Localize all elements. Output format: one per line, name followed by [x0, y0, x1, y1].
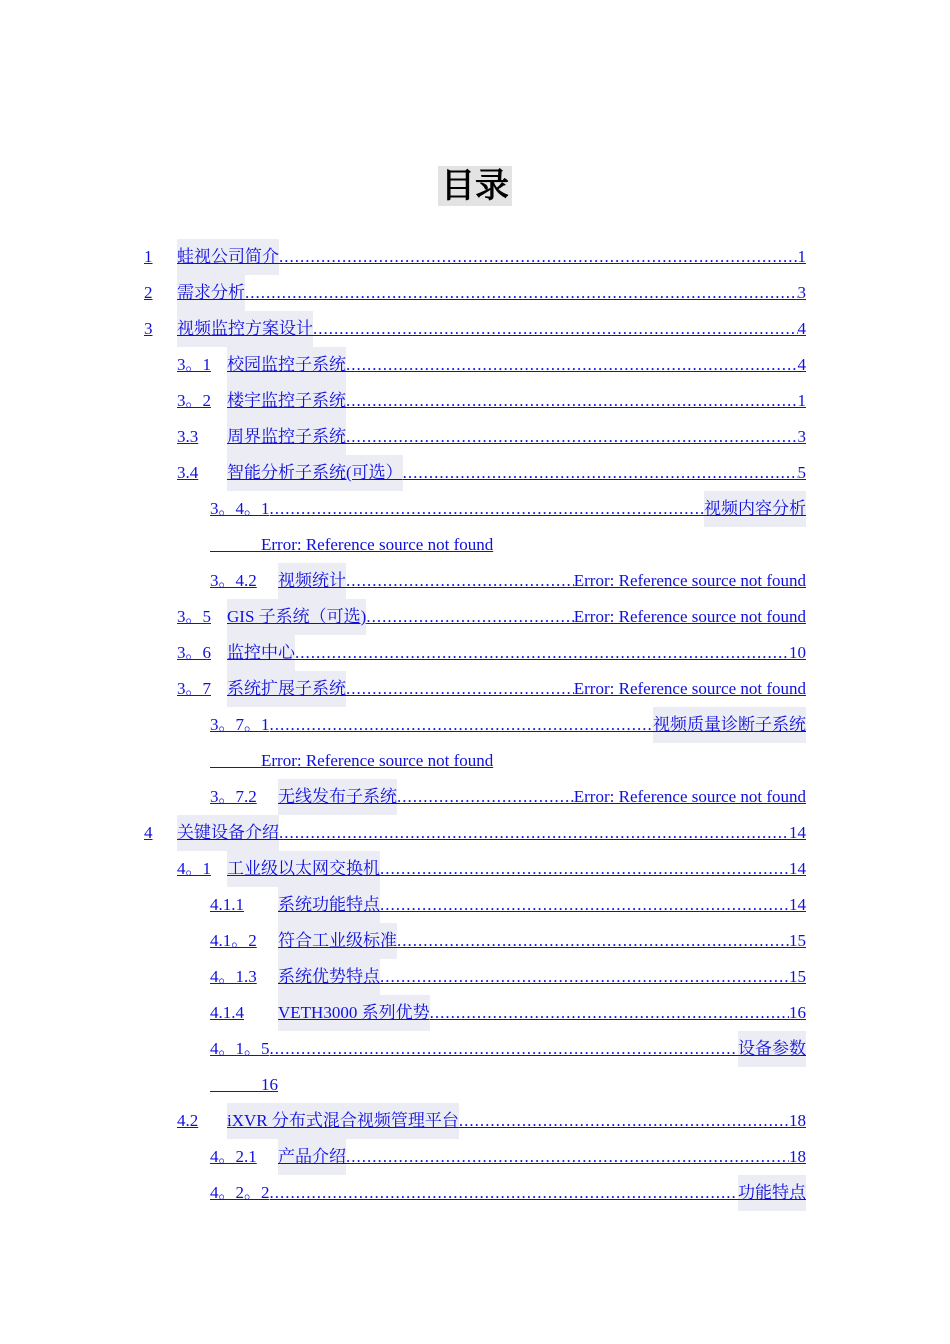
- toc-entry[interactable]: 4。2。2 ..... 功能特点: [210, 1175, 806, 1211]
- dot-leader: [295, 635, 789, 671]
- indent: [210, 751, 261, 770]
- dot-leader: [279, 239, 798, 275]
- page-number: 18: [789, 1147, 806, 1166]
- toc-entry[interactable]: 2 需求分析 ..... 3: [144, 275, 806, 311]
- dot-leader: [270, 707, 654, 743]
- dot-leader: [403, 455, 798, 491]
- page-number: 10: [789, 643, 806, 662]
- dot-leader: [380, 887, 789, 923]
- page-number: 16: [789, 1003, 806, 1022]
- toc-entry[interactable]: 3。7.2 无线发布子系统 ..... Error: Reference source not found: [210, 779, 806, 815]
- page-number: 功能特点: [738, 1175, 806, 1211]
- page-number: 设备参数: [738, 1031, 806, 1067]
- dot-leader: [245, 275, 798, 311]
- page-number: 14: [789, 859, 806, 878]
- page-number: 14: [789, 823, 806, 842]
- toc-entry[interactable]: 4.1。2 符合工业级标准 ..... 15: [210, 923, 806, 959]
- indent: [210, 1075, 261, 1094]
- table-of-contents: [0, 239, 950, 1211]
- page-number: 视频内容分析: [704, 491, 806, 527]
- toc-entry[interactable]: 3。7 系统扩展子系统 ..... Error: Reference source not found: [177, 671, 806, 707]
- page-number: 15: [789, 931, 806, 950]
- dot-leader: [346, 1139, 789, 1175]
- page-number: 1: [797, 391, 806, 410]
- toc-entry-continuation[interactable]: 16: [210, 1067, 950, 1103]
- page-number: Error: Reference source not found: [573, 679, 806, 698]
- dot-leader: [459, 1103, 789, 1139]
- page-number: Error: Reference source not found: [573, 571, 806, 590]
- dot-leader: [430, 995, 789, 1031]
- page-number: 15: [789, 967, 806, 986]
- toc-entry-continuation[interactable]: Error: Reference source not found: [210, 743, 950, 779]
- page-number: 3: [797, 427, 806, 446]
- toc-entry[interactable]: 3 视频监控方案设计 ..... 4: [144, 311, 806, 347]
- toc-entry[interactable]: 3。6 监控中心 ..... 10: [177, 635, 806, 671]
- toc-entry[interactable]: 4.1.1 系统功能特点 ..... 14: [210, 887, 806, 923]
- dot-leader: [270, 1031, 739, 1067]
- toc-entry[interactable]: 4.2 iXVR 分布式混合视频管理平台 ..... 18: [177, 1103, 806, 1139]
- dot-leader: [270, 1175, 739, 1211]
- toc-title: 目录: [0, 158, 950, 207]
- page-number: 视频质量诊断子系统: [653, 707, 806, 743]
- toc-entry[interactable]: 3。4。1 ..... 视频内容分析: [210, 491, 806, 527]
- page-number: 14: [789, 895, 806, 914]
- dot-leader: [346, 563, 574, 599]
- toc-entry[interactable]: 4。1.3 系统优势特点 ..... 15: [210, 959, 806, 995]
- toc-entry[interactable]: 4。2.1 产品介绍 ..... 18: [210, 1139, 806, 1175]
- toc-entry[interactable]: 3。7。1 ..... 视频质量诊断子系统: [210, 707, 806, 743]
- toc-entry[interactable]: 4.1.4 VETH3000 系列优势 ..... 16: [210, 995, 806, 1031]
- dot-leader: [346, 347, 798, 383]
- toc-entry[interactable]: 1 蛙视公司简介 ..... 1: [144, 239, 806, 275]
- toc-entry[interactable]: 4 关键设备介绍 ..... 14: [144, 815, 806, 851]
- page-number: 3: [797, 283, 806, 302]
- dot-leader: [270, 491, 705, 527]
- indent: [210, 535, 261, 554]
- dot-leader: [313, 311, 798, 347]
- page-number: 4: [797, 355, 806, 374]
- page-number: Error: Reference source not found: [573, 607, 806, 626]
- toc-entry[interactable]: 3。1 校园监控子系统 ..... 4: [177, 347, 806, 383]
- dot-leader: [380, 959, 789, 995]
- dot-leader: [279, 815, 789, 851]
- page-number: 5: [797, 463, 806, 482]
- dot-leader: [397, 923, 789, 959]
- dot-leader: [346, 671, 574, 707]
- toc-entry[interactable]: 3。2 楼宇监控子系统 ..... 1: [177, 383, 806, 419]
- dot-leader: [380, 851, 789, 887]
- dot-leader: [397, 779, 574, 815]
- toc-entry[interactable]: 3。4.2 视频统计 ..... Error: Reference source not found: [210, 563, 806, 599]
- dot-leader: [346, 383, 798, 419]
- page-number: 18: [789, 1111, 806, 1130]
- toc-entry-continuation[interactable]: Error: Reference source not found: [210, 527, 950, 563]
- toc-entry[interactable]: 3.3 周界监控子系统 ..... 3: [177, 419, 806, 455]
- page-number: 4: [797, 319, 806, 338]
- toc-entry[interactable]: 3。5 GIS 子系统（可选) ..... Error: Reference source not found: [177, 599, 806, 635]
- page-number: Error: Reference source not found: [573, 787, 806, 806]
- page-number: 1: [797, 247, 806, 266]
- toc-entry[interactable]: 4。1。5 ..... 设备参数: [210, 1031, 806, 1067]
- dot-leader: [346, 419, 798, 455]
- toc-entry[interactable]: 3.4 智能分析子系统(可选） ..... 5: [177, 455, 806, 491]
- toc-entry[interactable]: 4。1 工业级以太网交换机 ..... 14: [177, 851, 806, 887]
- dot-leader: [366, 599, 573, 635]
